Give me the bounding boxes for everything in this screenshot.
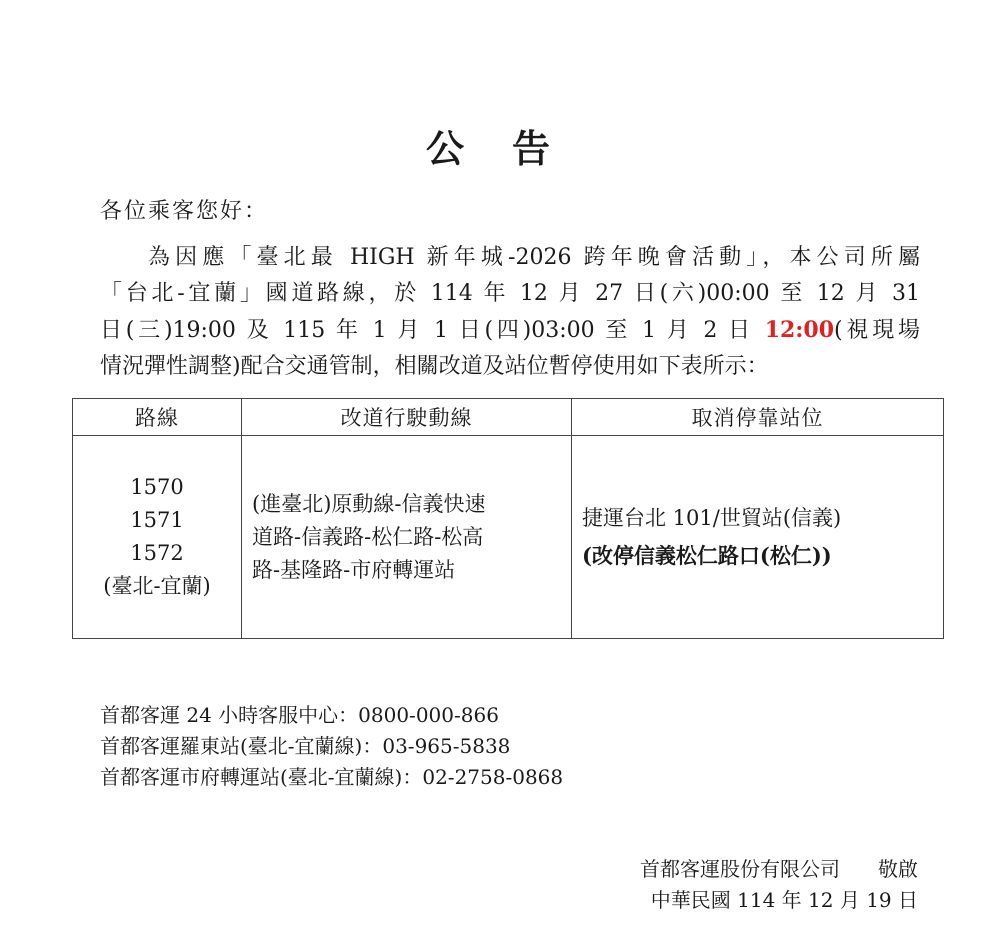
contact-list — [100, 700, 563, 793]
detour-table — [72, 398, 944, 639]
closing: 敬啟 — [878, 857, 918, 881]
highlight-time: 12:00 — [764, 317, 835, 343]
signature-line — [640, 854, 918, 885]
paragraph-line-3-prefix: 日(三)19:00 及 115 年 1 月 1 日(四)03:00 至 1 月 2 日 — [100, 318, 765, 343]
paragraph-line-3 — [100, 312, 920, 349]
header-detour: 改道行駛動線 — [242, 399, 572, 436]
greeting: 各位乘客您好： — [100, 199, 269, 224]
header-cancelled-stop: 取消停靠站位 — [572, 399, 944, 436]
route-number: 1570 — [130, 475, 184, 499]
paragraph-line-2: 「台北-宜蘭」國道路線，於 114 年 12 月 27 日(六)00:00 至 12 月 31 — [100, 281, 920, 306]
route-number: 1571 — [130, 508, 184, 532]
replacement-stop: (改停信義松仁路口(松仁)) — [582, 543, 832, 568]
contact-line: 首都客運市府轉運站(臺北-宜蘭線)：02-2758-0868 — [100, 765, 564, 789]
notice-title: 公告 — [425, 126, 598, 171]
detour-cell — [242, 436, 572, 639]
paragraph-line-1: 為因應「臺北最 HIGH 新年城-2026 跨年晚會活動」，本公司所屬 — [148, 245, 920, 270]
table-row — [73, 436, 944, 639]
route-number: 1572 — [130, 541, 184, 565]
company-name: 首都客運股份有限公司 — [640, 857, 840, 881]
table-header-row — [73, 399, 944, 436]
cancelled-stop: 捷運台北 101/世貿站(信義) — [582, 506, 842, 530]
route-cell — [73, 436, 242, 639]
signature-date: 中華民國 114 年 12 月 19 日 — [650, 888, 918, 912]
detour-line: 道路-信義路-松仁路-松高 — [252, 524, 484, 549]
notice-paragraph — [100, 240, 920, 385]
detour-line: 路-基隆路-市府轉運站 — [252, 557, 456, 582]
header-route: 路線 — [73, 399, 242, 436]
route-name: (臺北-宜蘭) — [103, 574, 211, 598]
detour-line: (進臺北)原動線-信義快速 — [252, 491, 486, 516]
contact-line: 首都客運羅東站(臺北-宜蘭線)：03-965-5838 — [100, 734, 511, 758]
signature-block — [640, 854, 918, 916]
paragraph-line-3-suffix: (視現場 — [834, 318, 920, 343]
paragraph-line-4: 情況彈性調整)配合交通管制，相關改道及站位暫停使用如下表所示： — [100, 354, 769, 379]
contact-line: 首都客運 24 小時客服中心：0800-000-866 — [100, 703, 499, 727]
cancelled-stop-cell — [572, 436, 944, 639]
